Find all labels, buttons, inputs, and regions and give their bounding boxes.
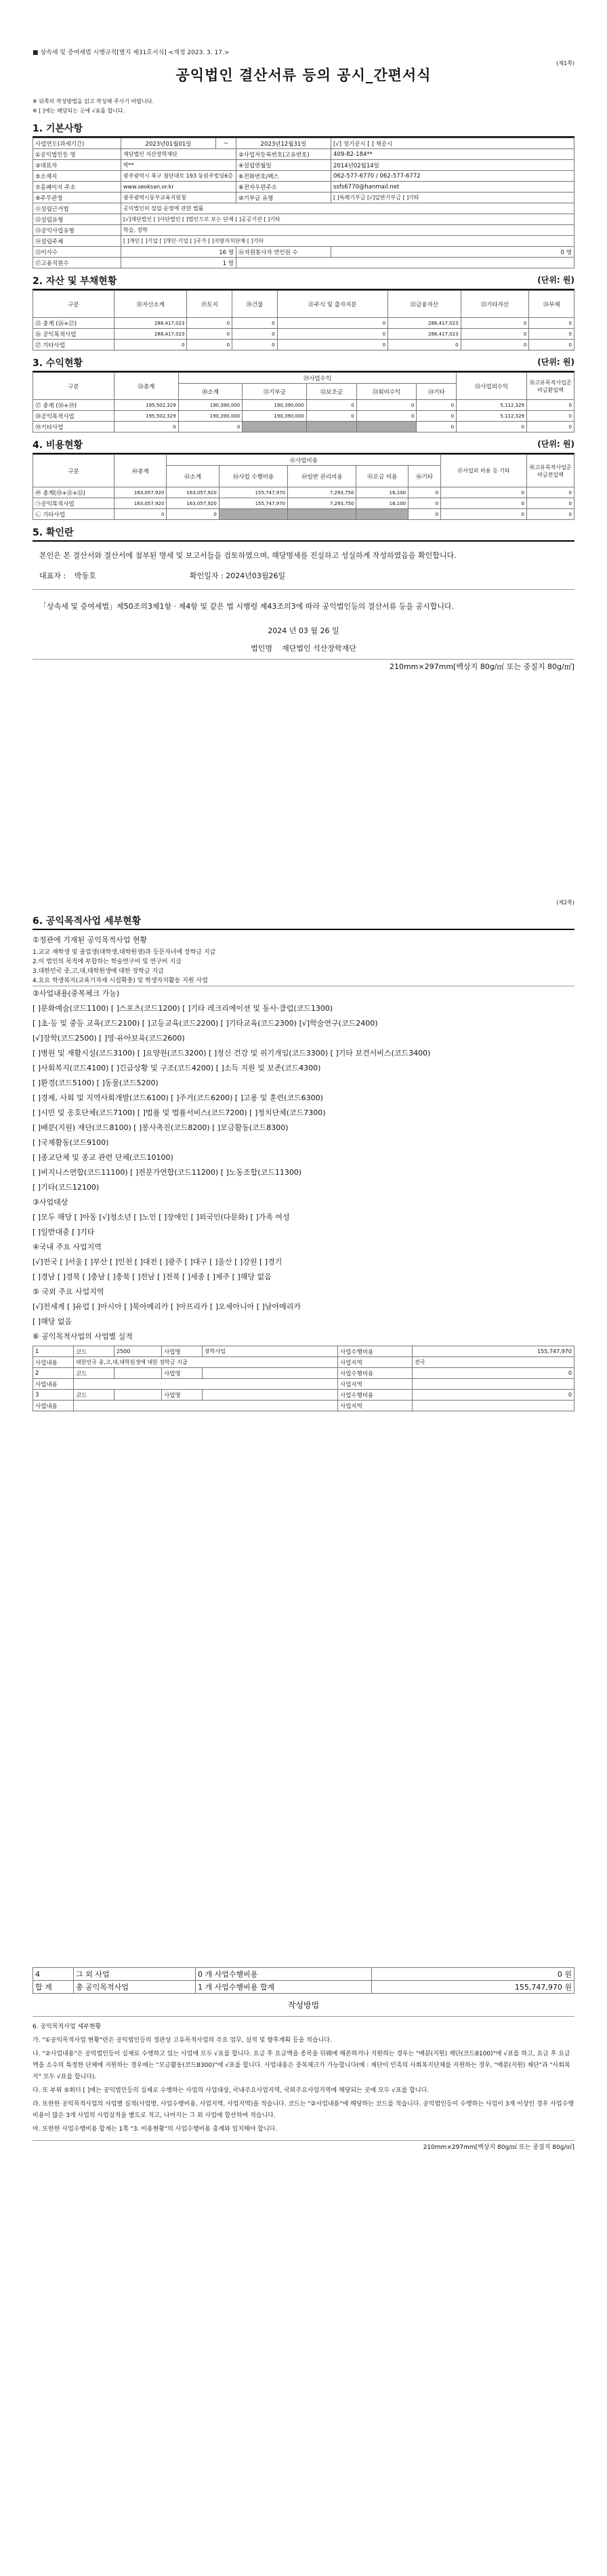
- page-1: [33, 47, 574, 672]
- table-cell: 5,112,329: [457, 400, 527, 411]
- date-line: 2024 년 03 월 26 일: [268, 626, 339, 635]
- table-cell: 전국: [413, 1357, 574, 1368]
- section-detail: 6. 공익목적사업 세부현황: [33, 912, 574, 930]
- table-row: [33, 1401, 574, 1411]
- paper-spec: 210mm×297mm[백상지 80g/㎡ 또는 중질지 80g/㎡]: [33, 659, 574, 672]
- table-cell: ⑪설립근거법: [33, 203, 121, 214]
- section-assets: 2. 자산 및 부채현황 (단위: 원): [33, 273, 574, 290]
- table-cell: 0: [356, 411, 417, 422]
- table-cell: 대한민국 중,고,대,대학원생에 대한 장학금 지급: [74, 1357, 338, 1368]
- table-cell: 사업수행비용: [338, 1368, 413, 1379]
- table-cell: ~: [216, 138, 236, 149]
- table-cell: ㉘총계: [114, 373, 179, 400]
- table-cell: 0: [441, 509, 527, 520]
- table-cell: ⑭설립주체: [33, 236, 121, 247]
- table-cell: 코드: [74, 1368, 114, 1379]
- table-cell: 사업명: [162, 1390, 203, 1401]
- table-cell: 190,390,000: [178, 411, 243, 422]
- note: ※ 뒤쪽의 작성방법을 읽고 작성해 주시기 바랍니다.: [33, 98, 154, 104]
- table-cell: ㉝회비수익: [356, 384, 417, 400]
- section-revenue: 3. 수익현황 (단위: 원): [33, 355, 574, 372]
- page-2: (제2쪽) 6. 공익목적사업 세부현황 ①정관에 기재된 공익목적사업 현황 1.교교 재학생 및 졸업생(대학생,대학원생)과 등문자녀에 장학금 지급 2.이 법인의 목적에 부합하는 학술연구비 및 연구비 지급 3.대한민국 중,고,대,대학원생에 대한 장학금 지급 4.요요 학생복지(교육기자재 시설확충) 및 학생자치활동 지원 사업 ②사업내용(중복체크 가능) [ ]문화예술(코드1100) [ ]스포츠(코드1200) [ ]기타 레크리에이션 및 동사·클럽(코드1300) [ ]초·등 및 중등 교육(코드2100) [ ]고등교육(코드2200) [ ]기타교육(코드2300) [√]학술연구(코드2400) [√]장학(코드2500) [ ]영·유아보육(코드2600) [ ]병원 및 재활시설(코드3100) [ ]요양원(코드3200) [ ]정신 건강 및 위기개입(코드3300) [ ]기타 보건서비스(코드3400) [ ]사회복지(코드4100) [ ]긴급상황 및 구조(코드4200) [ ]소득 지원 및 보존(코드4300) [ ]환경(코드5100) [ ]동물(코드5200) [ ]경제, 사회 및 지역사회개발(코드6100) [ ]주거(코드6200) [ ]고용 및 훈련(코드6300) [ ]시민 및 옹호단체(코드7100) [ ]법률 및 법률서비스(코드7200) [ ]정치단체(코드7300) [ ]배분(지원) 재단(코드8100) [ ]봉사촉진(코드8200) [ ]모금활동(코드8300) [ ]국제활동(코드9100) [ ]종교단체 및 종교 관련 단체(코드10100) [ ]비지니스연합(코드11100) [ ]전문가연합(코드11200) [ ]노동조합(코드11300) [ ]기타(코드12100) ③사업대상 [ ]모두 해당 [ ]아동 [√]청소년 [ ]노인 [ ]장애인 [ ]외국인(다문화) [ ]가족 여성 [ ]일반대중 [ ]기타 ④국내 주요 사업지역 [√]전국 [ ]서울 [ ]부산 [ ]인천 [ ]대전 [ ]광주 [ ]대구 [ ]울산 [ ]강원 [ ]경기 [ ]경남 [ ]경북 [ ]충남 [ ]충북 [ ]전남 [ ]전북 [ ]세종 [ ]제주 [ ]해당 없음 ⑤ 국외 주요 사업지역 [√]전세계 [ ]유럽 [ ]아시아 [ ]북아메리카 [ ]아프리카 [ ]오세아니아 [ ]남아메리카 [ ]해당 없음 ⑥ 공익목적사업의 사업별 실적 1 코드 2500 사업명 장학사업 사업수행비용 155,747,970 사업내용 대한민국 중,고,대,대학원생에 대한 장학금 지급 사업지역 전국 2 코드 사업명 사업수행비용 0 사업내용 사업지역 3 코드 사업명 사업수행비용 0 사업내용 사업지역 4 그 외 사업 0 개 사업수행비용 0 원 합 계 총 공익목적사업 1 개 사업수행비용 합계 155,747,970 원 작성방법 6. 공익목적사업 세부현황 가. "①공익목적사업 현황"란은 공익법인등의 정관상 고유목적사업의 주요 업무, 실적 및 향후계획 등을 적습니다. 나. "②사업내용"은 공익법인등이 실제로 수행하고 있는 사업에 모두 √표를 합니다. 요금 후 요금액을 종목을 뒤웨에 해본하거나 지원하는 경우는 "배분(지원) 재단(코드8100)"에 √표를 하고, 요금 후 요금액을 소수의 특정한 단체에 지원하는 경우에는 "모금활동(코드8300)"에 √표를 합니다. 사업내용은 중복체크가 가능합니다(예 : 재단이 민족의 사회복지단체를 지원하는 경우, "배분(지원) 재단"과 "사회복지" 모두 √표를 합니다). 다. 또 부위 ⑤회터 [ ]에는 공익법인등의 실제로 수행하는 사업의 사업대상, 국내주요사업지역, 국외주요사업지역에 해당되는 곳에 모두 √표를 합니다. 라. 또한한 공익목적사업의 사업별 실적(사업명, 사업수행비용, 사업지역, 사업지역)을 적습니다. 코드는 "②사업내용"에 해당하는 코드를 적습니다. 공익법인등이 수행하는 사업이 3개 이상인 경우 사업수행비용이 많은 3개 사업의 사업실적을 별도로 적고, 나머지는 그 외 사업에 합산하여 적습니다. 마. 또한한 사업수행비용 합계는 1쪽 "3. 비용현황"의 사업수행비용 총계와 일치해야 합니다. 210mm×297mm[백상지 80g/㎡ 또는 중질지 80g/㎡]: [33, 900, 574, 2151]
- table-cell: ㉕ 총계 (㉖+㉗): [33, 318, 114, 329]
- table-cell: 163,057,920: [167, 498, 219, 509]
- table-cell: ㉗ 기타사업: [33, 340, 114, 350]
- table-cell: ⑱자산소계: [114, 291, 187, 318]
- table-row: [33, 1379, 574, 1390]
- table-cell: [203, 1390, 338, 1401]
- table-cell: 1 개 사업수행비용 합계: [196, 1981, 372, 1994]
- table-cell: 0: [417, 411, 457, 422]
- table-cell: 0: [461, 329, 529, 340]
- table-cell: ⑥전화번호/팩스: [236, 171, 331, 182]
- table-cell: ㊳공익목적사업: [33, 411, 114, 422]
- table-cell: 그 외 사업: [74, 1968, 196, 1981]
- table-cell: 사업내용: [33, 1357, 74, 1368]
- table-cell: [ ]개인 [ ]기업 [ ]개인·기업 [ ]국가 [ ]지방자치단체 [ ]기타: [121, 236, 574, 247]
- confirm-sign-row: 대표자 : 박동호 확인일자 : 2024년03월26일: [39, 571, 286, 580]
- table-cell: ssfs6770@hanmail.net: [331, 182, 574, 193]
- table-cell: 0: [277, 329, 388, 340]
- table-cell: 288,417,023: [388, 318, 461, 329]
- table-cell: 190,390,000: [243, 411, 307, 422]
- method-notes: 6. 공익목적사업 세부현황 가. "①공익목적사업 현황"란은 공익법인등의 정관상 고유목적사업의 주요 업무, 실적 및 향후계획 등을 적습니다. 나. "②사업내용"은 공익법인등이 실제로 수행하고 있는 사업에 모두 √표를 합니다. 요금 후 요금액을 종목을 뒤웨에 해본하거나 지원하는 경우는 "배분(지원) 재단(코드8100)"에 √표를 하고, 요금 후 요금액을 소수의 특정한 단체에 지원하는 경우에는 "모금활동(코드8300)"에 √표를 합니다. 사업내용은 중복체크가 가능합니다(예 : 재단이 민족의 사회복지단체를 지원하는 경우, "배분(지원) 재단"과 "사회복지" 모두 √표를 합니다). 다. 또 부위 ⑤회터 [ ]에는 공익법인등의 실제로 수행하는 사업의 사업대상, 국내주요사업지역, 국외주요사업지역에 해당되는 곳에 모두 √표를 합니다. 라. 또한한 공익목적사업의 사업별 실적(사업명, 사업수행비용, 사업지역, 사업지역)을 적습니다. 코드는 "②사업내용"에 해당하는 코드를 적습니다. 공익법인등이 수행하는 사업이 3개 이상인 경우 사업수행비용이 많은 3개 사업의 사업실적을 별도로 적고, 나머지는 그 외 사업에 합산하여 적습니다. 마. 또한한 사업수행비용 합계는 1쪽 "3. 비용현황"의 사업수행비용 총계와 일치해야 합니다.: [33, 2024, 574, 2133]
- table-row: [33, 1981, 574, 1994]
- table-cell: ㉔부채: [529, 291, 574, 318]
- table-cell: 0 명: [331, 247, 574, 258]
- table-cell: ⑰고용직원수: [33, 258, 121, 268]
- table-cell: 사업수행비용: [338, 1390, 413, 1401]
- note: ※ [ ]에는 해당되는 곳에 √표를 합니다.: [33, 108, 125, 114]
- table-cell: 288,417,023: [114, 329, 187, 340]
- table-cell: 0: [167, 509, 219, 520]
- table-cell: 0: [461, 318, 529, 329]
- table-cell: ⑲토지: [187, 291, 232, 318]
- table-cell: ㉚소계: [178, 384, 243, 400]
- table-cell: 288,417,023: [388, 329, 461, 340]
- table-row: [33, 340, 574, 350]
- revenue-table: [33, 372, 574, 432]
- table-cell: 장학사업: [203, 1346, 338, 1357]
- table-row: [33, 1390, 574, 1401]
- table-cell: 합 계: [33, 1981, 74, 1994]
- table-cell: ㊺모금 비용: [356, 466, 409, 487]
- table-cell: ㊲ 총계 (㊳+㊴): [33, 400, 114, 411]
- table-cell: 구분: [33, 373, 114, 400]
- table-cell: 0 원: [372, 1968, 574, 1981]
- table-cell: ㉙사업수익: [178, 373, 456, 384]
- table-cell: [√]재단법인 [ ]사단법인 [ ]법인으로 보는 단체 [ ]공공기관 [ ]기타: [121, 214, 574, 225]
- page-title: 공익법인 결산서류 등의 공시_간편서식: [175, 67, 432, 83]
- table-cell: 190,390,000: [243, 400, 307, 411]
- table-cell: 0: [441, 487, 527, 498]
- section-expense: 4. 비용현황 (단위: 원): [33, 437, 574, 454]
- table-cell: 0: [306, 411, 356, 422]
- table-cell: 0: [232, 340, 278, 350]
- table-cell: 사업내용: [33, 1401, 74, 1411]
- table-cell: 0: [277, 318, 388, 329]
- table-cell: 2023년01월01일: [121, 138, 216, 149]
- table-cell: ㊽고유목적사업준비금전입액: [527, 455, 574, 487]
- table-cell: 0: [527, 498, 574, 509]
- table-cell: 0: [356, 400, 417, 411]
- table-cell: 0: [187, 340, 232, 350]
- table-cell: [236, 258, 574, 268]
- table-cell: 7,293,750: [288, 498, 356, 509]
- table-cell: ②사업자등록번호(고유번호): [236, 149, 331, 160]
- table-cell: ⑨주무관청: [33, 193, 121, 203]
- table-cell: 광주광역시동부교육지원청: [121, 193, 236, 203]
- table-cell: [356, 509, 409, 520]
- table-cell: 광주광역시 북구 첨단대로 193 동원주빌딩6층: [121, 171, 236, 182]
- table-cell: 사업명: [162, 1368, 203, 1379]
- table-cell: 163,057,920: [114, 487, 167, 498]
- table-cell: [306, 422, 356, 432]
- table-cell: ㉡ 기타사업: [33, 509, 114, 520]
- table-row: [33, 318, 574, 329]
- table-cell: [203, 1368, 338, 1379]
- form-tag: ■ 상속세 및 증여세법 시행규칙[별지 제31호서식] <개정 2023. 3. 17.>: [33, 49, 230, 56]
- corp-line: 법인명 재단법인 석산장학재단: [251, 644, 356, 653]
- table-cell: 총 공익목적사업: [74, 1981, 196, 1994]
- table-cell: ㊱고유목적사업준비금환입액: [527, 373, 574, 400]
- table-cell: ⑳건물: [232, 291, 278, 318]
- confirm-text: 본인은 본 결산서와 결산서에 첨부된 명세 및 보고서들을 검토하였으며, 해당명세를 진실하고 성실하게 작성하였음을 확인합니다.: [39, 551, 457, 560]
- table-cell: 0: [529, 318, 574, 329]
- table-cell: 155,747,970 원: [372, 1981, 574, 1994]
- table-row: [33, 1368, 574, 1379]
- table-cell: 062-577-6770 / 062-577-6772: [331, 171, 574, 182]
- table-cell: 0: [277, 340, 388, 350]
- table-cell: 0: [409, 487, 441, 498]
- table-cell: 0: [457, 422, 527, 432]
- table-cell: 1 명: [121, 258, 236, 268]
- table-cell: ㊼사업외 비용 등 기타: [441, 455, 527, 487]
- table-cell: ㊴기타사업: [33, 422, 114, 432]
- table-cell: ㉖ 공익목적사업: [33, 329, 114, 340]
- table-cell: 0: [417, 400, 457, 411]
- table-cell: 0: [114, 422, 179, 432]
- table-row: [33, 329, 574, 340]
- table-cell: 0: [388, 340, 461, 350]
- table-cell: 사업지역: [338, 1401, 413, 1411]
- table-cell: ㉟사업외수익: [457, 373, 527, 400]
- table-cell: 0: [413, 1368, 574, 1379]
- table-cell: ⑩기부금 유형: [236, 193, 331, 203]
- table-cell: 0: [417, 422, 457, 432]
- table-cell: ㉓기타자산: [461, 291, 529, 318]
- table-cell: 0: [527, 487, 574, 498]
- table-row: [33, 1346, 574, 1357]
- table-cell: 0: [527, 400, 574, 411]
- table-cell: 2023년12월31일: [236, 138, 331, 149]
- table-cell: 409-82-184**: [331, 149, 574, 160]
- table-cell: 190,390,000: [178, 400, 243, 411]
- table-cell: [413, 1401, 574, 1411]
- table-cell: 16,100: [356, 498, 409, 509]
- table-cell: ㊵총계: [114, 455, 167, 487]
- table-cell: 구분: [33, 455, 114, 487]
- table-cell: 0: [529, 329, 574, 340]
- table-cell: 195,502,329: [114, 400, 179, 411]
- table-cell: 0: [178, 422, 243, 432]
- table-cell: www.seoksan.or.kr: [121, 182, 236, 193]
- table-cell: 공익법인의 설립·운영에 관한 법률: [121, 203, 574, 214]
- table-cell: 0: [232, 318, 278, 329]
- table-cell: [288, 509, 356, 520]
- table-cell: [413, 1379, 574, 1390]
- table-cell: 사업명: [162, 1346, 203, 1357]
- table-cell: ⑦홈페이지 주소: [33, 182, 121, 193]
- table-cell: 0: [529, 340, 574, 350]
- table-row: [33, 498, 574, 509]
- blank-area: [33, 1411, 574, 1967]
- table-row: [33, 509, 574, 520]
- table-cell: 재단법인 석산장학재단: [121, 149, 236, 160]
- table-cell: ③대표자: [33, 160, 121, 171]
- table-cell: [√] 정기공시 [ ] 재공시: [331, 138, 574, 149]
- table-cell: [ ]특례기부금 [√]일반기부금 [ ]기타: [331, 193, 574, 203]
- table-cell: 구분: [33, 291, 114, 318]
- biz-table: [33, 1346, 574, 1411]
- table-row: [33, 400, 574, 411]
- paper-spec: 210mm×297mm[백상지 80g/㎡ 또는 중질지 80g/㎡]: [33, 2140, 574, 2151]
- table-cell: 사업지역: [338, 1357, 413, 1368]
- table-cell: 2: [33, 1368, 74, 1379]
- table-cell: 0: [187, 318, 232, 329]
- table-cell: ⑬공익사업유형: [33, 225, 121, 236]
- table-cell: 155,747,970: [219, 487, 287, 498]
- table-cell: ㊹일반 관리비용: [288, 466, 356, 487]
- table-cell: 0: [114, 509, 167, 520]
- page-number: (제1쪽): [556, 60, 574, 66]
- table-cell: 0: [441, 498, 527, 509]
- table-cell: ⑮이사수: [33, 247, 121, 258]
- table-row: [33, 487, 574, 498]
- expense-table: [33, 454, 574, 520]
- table-cell: 사업연도(과세기간): [33, 138, 121, 149]
- table-cell: 3: [33, 1390, 74, 1401]
- table-cell: 사업수행비용: [338, 1346, 413, 1357]
- table-cell: ⑧전자우편주소: [236, 182, 331, 193]
- table-cell: 2500: [114, 1346, 162, 1357]
- table-cell: 163,057,920: [114, 498, 167, 509]
- table-cell: 195,502,329: [114, 411, 179, 422]
- table-cell: 0: [527, 509, 574, 520]
- table-row: [33, 411, 574, 422]
- table-cell: [243, 422, 307, 432]
- table-cell: ㊶사업비용: [167, 455, 441, 466]
- table-cell: ㉛기부금: [243, 384, 307, 400]
- table-cell: 0: [461, 340, 529, 350]
- table-cell: 0 개 사업수행비용: [196, 1968, 372, 1981]
- table-cell: 16,100: [356, 487, 409, 498]
- table-cell: [114, 1368, 162, 1379]
- table-row: [33, 1357, 574, 1368]
- table-cell: 0: [527, 422, 574, 432]
- table-cell: ㉜보조금: [306, 384, 356, 400]
- table-row: [33, 422, 574, 432]
- table-cell: 155,747,970: [413, 1346, 574, 1357]
- table-cell: 박**: [121, 160, 236, 171]
- table-cell: 0: [527, 411, 574, 422]
- table-cell: [74, 1379, 338, 1390]
- table-row: [33, 1968, 574, 1981]
- section-basic: 1. 기본사항: [33, 120, 574, 138]
- table-cell: 4: [33, 1968, 74, 1981]
- table-cell: ⑯자원봉사자 연인원 수: [236, 247, 331, 258]
- table-cell: 163,057,920: [167, 487, 219, 498]
- table-cell: 16 명: [121, 247, 236, 258]
- method-title: 작성방법: [33, 1994, 574, 2017]
- table-cell: ㊾ 총계(㊿+㉑+㉒): [33, 487, 114, 498]
- table-cell: ㉒금융자산: [388, 291, 461, 318]
- table-cell: 사업내용: [33, 1379, 74, 1390]
- table-cell: 2014년02월14일: [331, 160, 574, 171]
- section-confirm: 5. 확인란: [33, 524, 574, 542]
- table-cell: ㊷소계: [167, 466, 219, 487]
- table-cell: 학술, 장학: [121, 225, 574, 236]
- table-cell: [74, 1401, 338, 1411]
- table-cell: 코드: [74, 1390, 114, 1401]
- table-cell: ㊻기타: [409, 466, 441, 487]
- table-cell: ⑫설립유형: [33, 214, 121, 225]
- table-cell: 0: [409, 498, 441, 509]
- table-cell: 0: [413, 1390, 574, 1401]
- table-cell: ㊸사업 수행비용: [219, 466, 287, 487]
- table-cell: 0: [306, 400, 356, 411]
- table-cell: 288,417,023: [114, 318, 187, 329]
- law-text: 「상속세 및 증여세법」제50조의3제1항 · 제4항 및 같은 법 시행령 제43조의3에 따라 공익법인등의 결산서류 등을 공시합니다.: [39, 602, 455, 611]
- table-cell: 1: [33, 1346, 74, 1357]
- table-cell: ①공익법인등 명: [33, 149, 121, 160]
- table-cell: 7,293,750: [288, 487, 356, 498]
- table-cell: [219, 509, 287, 520]
- summary-table: [33, 1967, 574, 1994]
- table-cell: 155,747,970: [219, 498, 287, 509]
- table-cell: 0: [187, 329, 232, 340]
- table-cell: ④설립연월일: [236, 160, 331, 171]
- table-cell: 0: [114, 340, 187, 350]
- table-cell: ㉠공익목적사업: [33, 498, 114, 509]
- table-cell: [114, 1390, 162, 1401]
- table-cell: [356, 422, 417, 432]
- table-cell: ㉞기타: [417, 384, 457, 400]
- table-cell: 코드: [74, 1346, 114, 1357]
- page-number: (제2쪽): [556, 900, 574, 906]
- table-cell: 5,112,329: [457, 411, 527, 422]
- table-cell: ㉑주식 및 출자지분: [277, 291, 388, 318]
- table-cell: 0: [409, 509, 441, 520]
- table-cell: 0: [232, 329, 278, 340]
- table-cell: 사업지역: [338, 1379, 413, 1390]
- basic-info-table: [33, 138, 574, 268]
- table-cell: ⑤소재지: [33, 171, 121, 182]
- assets-table: [33, 290, 574, 350]
